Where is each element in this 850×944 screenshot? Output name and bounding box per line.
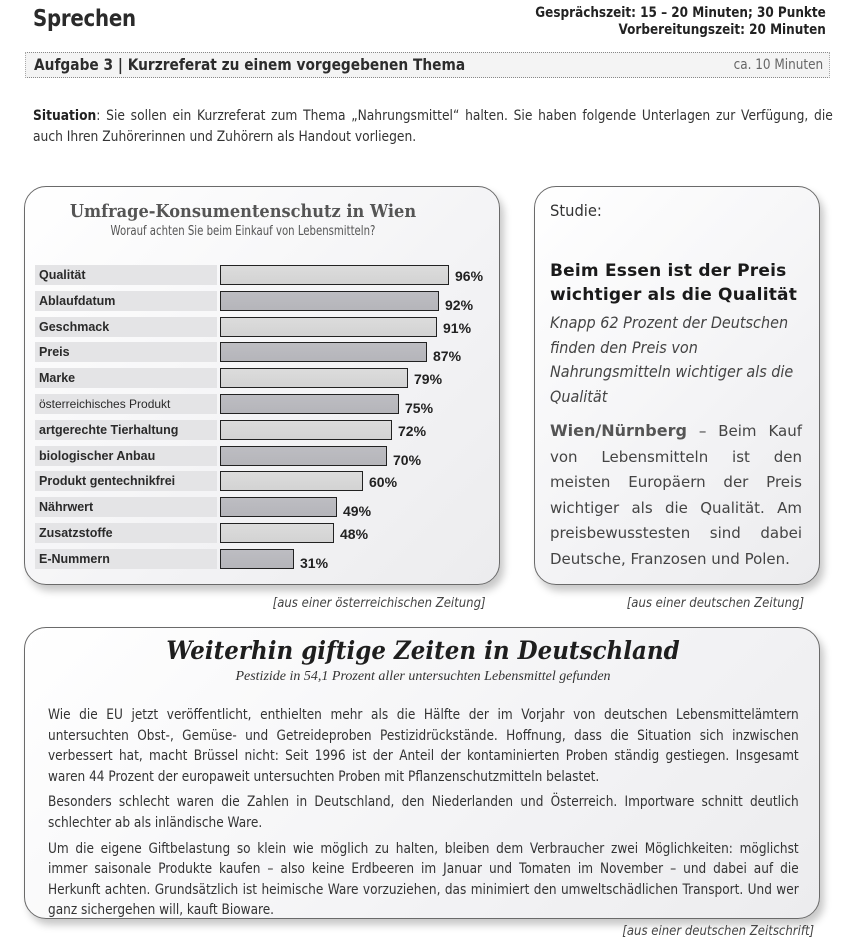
time-info (535, 5, 826, 39)
bar (220, 420, 392, 440)
bar (220, 317, 437, 337)
study-lead: Knapp 62 Prozent der Deutschen finden den Preis von Nahrungsmitteln wichtiger als die Qualität (550, 313, 794, 406)
bar-value: 96% (455, 268, 484, 284)
bar-value: 48% (340, 526, 369, 542)
bar (220, 471, 363, 491)
bar (220, 265, 449, 285)
preparation-time: Vorbereitungszeit: 20 Minuten (618, 22, 826, 38)
bar (220, 368, 408, 388)
article-paragraph: Besonders schlecht waren die Zahlen in Deutschland, den Niederlanden und Österreich. Importware schnitt deutlich schlechter ab als inländische Ware. (48, 794, 799, 831)
situation-body: : Sie sollen ein Kurzreferat zum Thema „Nahrungsmittel“ halten. Sie haben folgende Unterlagen zur Verfügung, die auch Ihren Zuhörerinnen und Zuhörern als Handout vorliegen. (33, 108, 833, 145)
bar (220, 342, 427, 362)
study-card (534, 186, 820, 585)
situation-label: Situation (33, 108, 97, 124)
bar (220, 497, 337, 517)
survey-chart-card (24, 186, 500, 585)
task-duration: ca. 10 Minuten (733, 57, 823, 73)
chart-bar-row (35, 342, 495, 365)
bar-value: 92% (445, 296, 474, 313)
study-label: Studie: (550, 201, 602, 220)
chart-bar-row (35, 549, 495, 569)
article-card (24, 627, 820, 919)
bar-value: 60% (369, 474, 398, 491)
bar-label: Ablaufdatum (35, 291, 217, 311)
chart-bar-row (35, 420, 495, 440)
study-source: [aus einer deutschen Zeitung] (626, 596, 804, 611)
task-title: Aufgabe 3 | Kurzreferat zu einem vorgegebenen Thema (34, 55, 466, 74)
study-headline: Beim Essen ist der Preis wichtiger als die Qualität (550, 261, 798, 305)
bar (220, 291, 439, 311)
article-subtitle: Pestizide in 54,1 Prozent aller untersuchten Lebensmittel gefunden (235, 669, 611, 684)
bar-value: 49% (343, 503, 372, 520)
article-source: [aus einer deutschen Zeitschrift] (622, 924, 814, 939)
bar-label: Zusatzstoffe (35, 523, 217, 543)
article-paragraph: Wie die EU jetzt veröffentlicht, enthielten mehr als die Hälfte der im Vorjahr von deutschen Lebensmittelämtern untersuchten Obst-, Gemüse- und Getreideproben Pestizidrückstände. Hoffnung, dass die Situation sich inzwischen verbessert hat, macht Brüssel nicht: Seit 1996 ist der Anteil der kontaminierten Proben ständig gestiegen. Insgesamt waren 44 Prozent der europaweit untersuchten Proben mit Pflanzenschutzmitteln belastet. (48, 707, 799, 785)
bar (220, 523, 334, 543)
bar-label: Qualität (35, 265, 217, 285)
bar-value: 75% (405, 400, 434, 416)
study-dateline: Wien/Nürnberg (550, 421, 687, 440)
bar-value: 87% (433, 348, 462, 365)
bar-label: Nährwert (35, 497, 217, 517)
bar-value: 31% (300, 554, 329, 571)
chart-bar-row (35, 291, 495, 311)
study-body-text: – Beim Kauf von Lebensmitteln ist den meisten Europäern der Preis wichtiger als die Qualität. Am preisbewusstesten sind dabei Deutsche, Franzosen und Polen. (550, 422, 802, 568)
study-body (550, 418, 802, 572)
article-title: Weiterhin giftige Zeiten in Deutschland (166, 636, 680, 665)
bar-label: artgerechte Tierhaltung (35, 420, 217, 440)
chart-bar-row (35, 394, 495, 414)
bar-value: 91% (443, 319, 472, 336)
bar-value: 72% (398, 422, 427, 439)
bar-value: 70% (393, 451, 422, 468)
bar-label: Geschmack (35, 317, 217, 337)
chart-bar-row (35, 368, 495, 388)
bar-label: Produkt gentechnikfrei (35, 471, 217, 491)
bar (220, 394, 399, 414)
article-body (48, 705, 799, 926)
chart-bar-row (35, 317, 495, 337)
chart-bar-row (35, 497, 495, 520)
bar-value: 79% (414, 371, 443, 388)
bar (220, 446, 387, 466)
bar-label: österreichisches Produkt (35, 394, 217, 414)
bar-label: Preis (35, 342, 217, 362)
task-bar (25, 52, 830, 78)
chart-subtitle: Worauf achten Sie beim Einkauf von Lebensmitteln? (110, 224, 376, 239)
chart-source: [aus einer österreichischen Zeitung] (273, 596, 486, 611)
conversation-time: Gesprächszeit: 15 – 20 Minuten; 30 Punkte (535, 5, 826, 21)
bar-label: biologischer Anbau (35, 446, 217, 466)
bar-label: E-Nummern (35, 549, 217, 569)
article-paragraph: Um die eigene Giftbelastung so klein wie möglich zu halten, bleiben dem Verbraucher zwei Möglichkeiten: möglichst immer saisonale Produkte kaufen – also keine Erdbeeren im Januar und Tomaten im November – und dabei auf die Herkunft achten. Grundsätzlich ist heimische Ware vorzuziehen, das minimiert den umweltschädlichen Transport. Und wer ganz sichergehen will, kauft Bioware. (48, 840, 799, 919)
chart-bar-row (35, 471, 495, 491)
bar (220, 549, 294, 569)
chart-bar-row (35, 265, 495, 285)
chart-bar-row (35, 446, 495, 466)
bar-label: Marke (35, 368, 217, 388)
chart-title: Umfrage-Konsumentenschutz in Wien (69, 201, 417, 222)
section-title: Sprechen (33, 6, 136, 32)
chart-bar-row (35, 523, 495, 543)
situation-text (33, 106, 833, 148)
